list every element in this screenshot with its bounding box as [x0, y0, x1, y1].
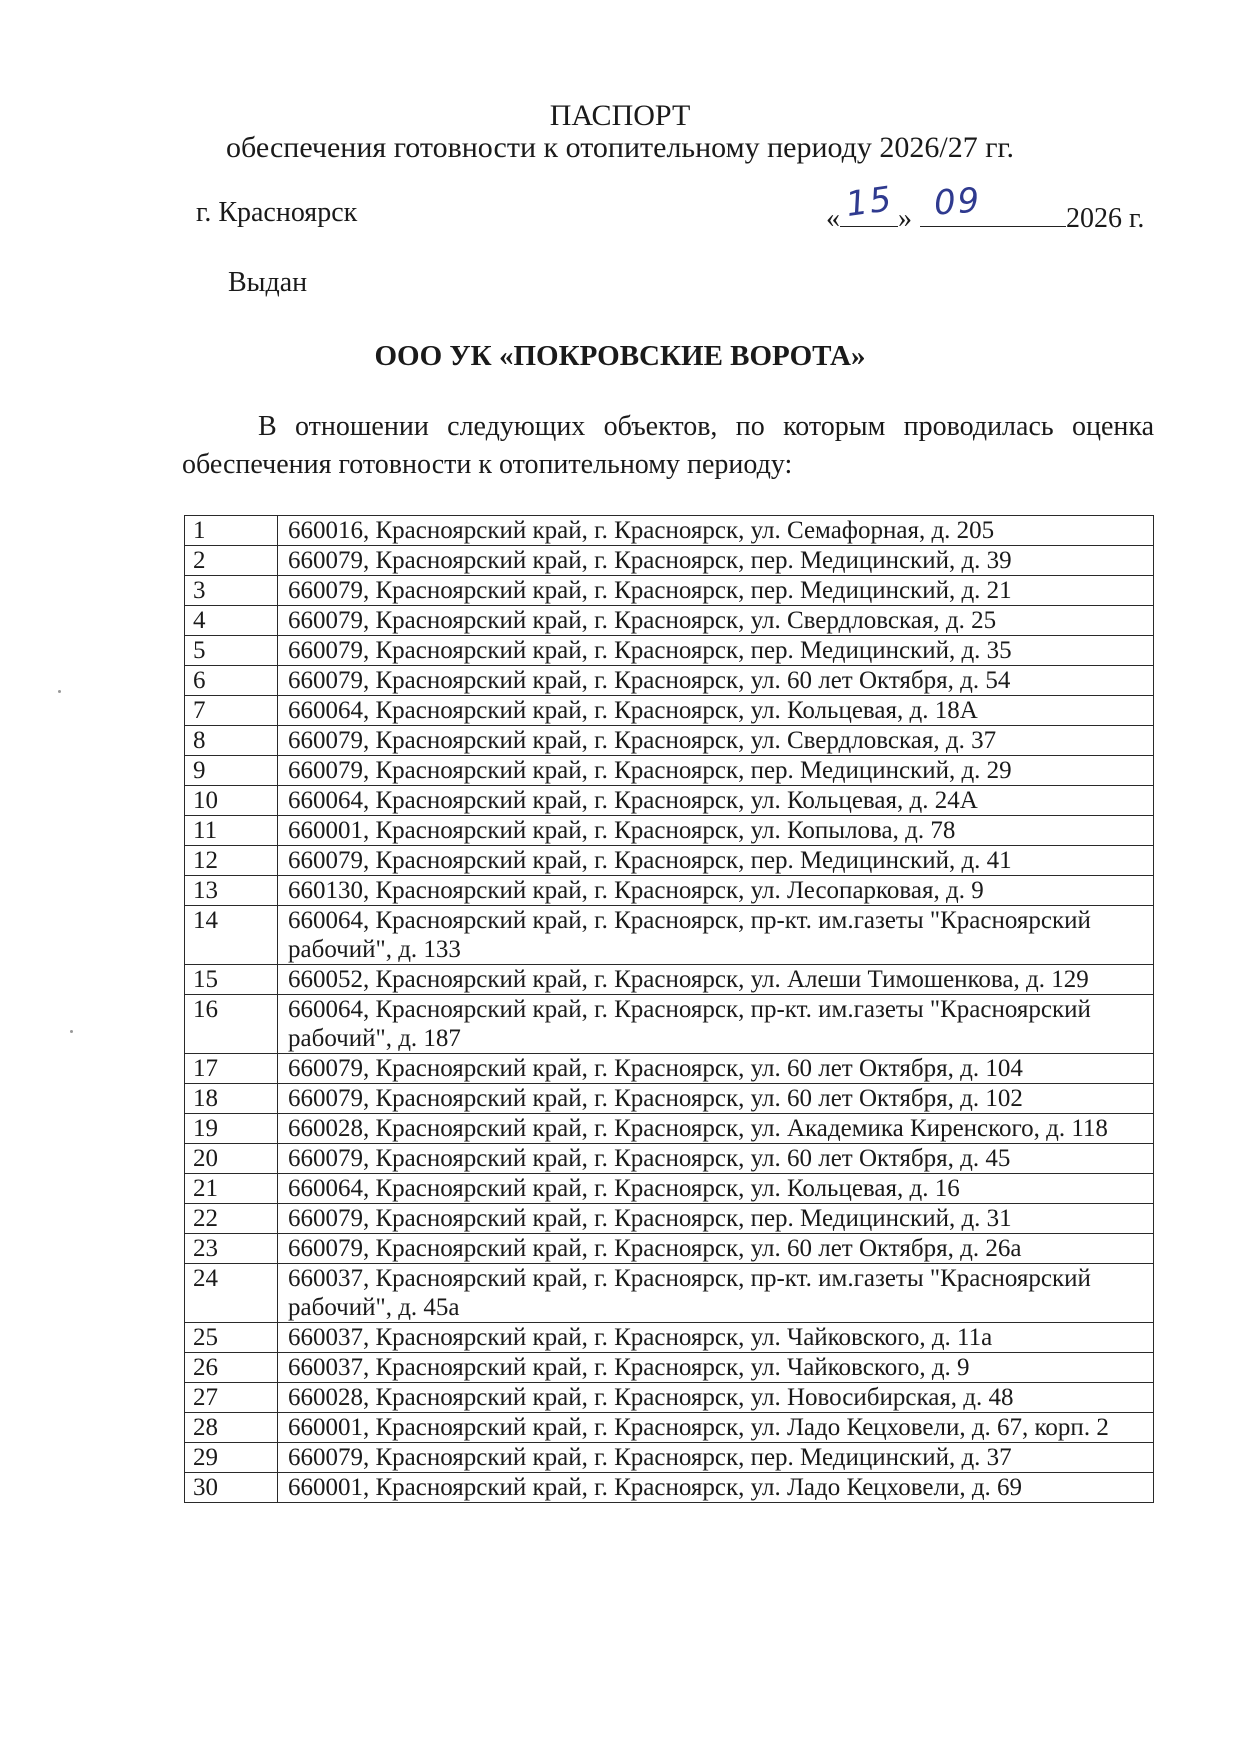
row-address: 660079, Красноярский край, г. Красноярск, ул. 60 лет Октября, д. 102: [278, 1084, 1154, 1114]
row-address: 660064, Красноярский край, г. Красноярск, пр-кт. им.газеты "Красноярский рабочий", д. 187: [278, 995, 1154, 1054]
row-number: 3: [185, 576, 278, 606]
row-address: 660079, Красноярский край, г. Красноярск, ул. 60 лет Октября, д. 45: [278, 1144, 1154, 1174]
row-address: 660064, Красноярский край, г. Красноярск, ул. Кольцевая, д. 24А: [278, 786, 1154, 816]
table-row: [185, 1234, 1154, 1264]
row-number: 25: [185, 1323, 278, 1353]
row-address: 660016, Красноярский край, г. Красноярск, ул. Семафорная, д. 205: [278, 516, 1154, 546]
table-row: [185, 786, 1154, 816]
row-address: 660052, Красноярский край, г. Красноярск, ул. Алеши Тимошенкова, д. 129: [278, 965, 1154, 995]
day-blank: [840, 178, 898, 227]
row-number: 4: [185, 606, 278, 636]
table-row: [185, 1084, 1154, 1114]
row-address: 660037, Красноярский край, г. Красноярск, ул. Чайковского, д. 11а: [278, 1323, 1154, 1353]
row-number: 21: [185, 1174, 278, 1204]
table-row: [185, 576, 1154, 606]
table-row: [185, 546, 1154, 576]
row-address: 660079, Красноярский край, г. Красноярск, ул. Свердловская, д. 25: [278, 606, 1154, 636]
table-row: [185, 636, 1154, 666]
row-number: 1: [185, 516, 278, 546]
table-row: [185, 666, 1154, 696]
row-number: 12: [185, 846, 278, 876]
table-row: [185, 1114, 1154, 1144]
row-number: 13: [185, 876, 278, 906]
row-number: 15: [185, 965, 278, 995]
row-number: 28: [185, 1413, 278, 1443]
row-address: 660079, Красноярский край, г. Красноярск, пер. Медицинский, д. 39: [278, 546, 1154, 576]
handwritten-month: 09: [932, 180, 983, 224]
date-year: 2026 г.: [1066, 203, 1145, 234]
row-address: 660064, Красноярский край, г. Красноярск, ул. Кольцевая, д. 18А: [278, 696, 1154, 726]
table-row: [185, 1054, 1154, 1084]
row-number: 5: [185, 636, 278, 666]
row-number: 27: [185, 1383, 278, 1413]
row-address: 660028, Красноярский край, г. Красноярск, ул. Новосибирская, д. 48: [278, 1383, 1154, 1413]
row-number: 16: [185, 995, 278, 1054]
objects-table-body: [185, 516, 1154, 1503]
row-number: 7: [185, 696, 278, 726]
table-row: [185, 696, 1154, 726]
table-row: [185, 756, 1154, 786]
organization-name: ООО УК «ПОКРОВСКИЕ ВОРОТА»: [374, 340, 866, 372]
row-number: 6: [185, 666, 278, 696]
scan-speck: [70, 1030, 73, 1033]
intro-paragraph: В отношении следующих объектов, по которым проводилась оценка обеспечения готовности к отопительному периоду:: [182, 411, 1154, 480]
issued-label: Выдан: [228, 267, 308, 298]
month-blank: [920, 180, 1066, 227]
handwritten-day: 15: [843, 178, 896, 226]
row-number: 26: [185, 1353, 278, 1383]
table-row: [185, 1204, 1154, 1234]
row-address: 660037, Красноярский край, г. Красноярск, пр-кт. им.газеты "Красноярский рабочий", д. 45а: [278, 1264, 1154, 1323]
table-row: [185, 516, 1154, 546]
date-close-quote: »: [898, 203, 912, 234]
row-address: 660064, Красноярский край, г. Красноярск, ул. Кольцевая, д. 16: [278, 1174, 1154, 1204]
table-row: [185, 1383, 1154, 1413]
table-row: [185, 1323, 1154, 1353]
row-number: 11: [185, 816, 278, 846]
table-row: [185, 606, 1154, 636]
document-subtitle: обеспечения готовности к отопительному периоду 2026/27 гг.: [226, 131, 1014, 164]
issue-date: [826, 178, 1145, 239]
row-number: 10: [185, 786, 278, 816]
row-number: 20: [185, 1144, 278, 1174]
scan-speck: [58, 690, 61, 693]
objects-table: [184, 515, 1154, 1503]
date-open-quote: «: [826, 203, 840, 234]
row-address: 660001, Красноярский край, г. Красноярск, ул. Ладо Кецховели, д. 69: [278, 1473, 1154, 1503]
row-address: 660079, Красноярский край, г. Красноярск, ул. 60 лет Октября, д. 54: [278, 666, 1154, 696]
table-row: [185, 876, 1154, 906]
row-address: 660037, Красноярский край, г. Красноярск, ул. Чайковского, д. 9: [278, 1353, 1154, 1383]
row-number: 2: [185, 546, 278, 576]
row-address: 660079, Красноярский край, г. Красноярск, пер. Медицинский, д. 31: [278, 1204, 1154, 1234]
row-number: 22: [185, 1204, 278, 1234]
table-row: [185, 1174, 1154, 1204]
table-row: [185, 726, 1154, 756]
row-number: 8: [185, 726, 278, 756]
row-address: 660079, Красноярский край, г. Красноярск, пер. Медицинский, д. 41: [278, 846, 1154, 876]
table-row: [185, 965, 1154, 995]
row-address: 660064, Красноярский край, г. Красноярск, пр-кт. им.газеты "Красноярский рабочий", д. 133: [278, 906, 1154, 965]
row-number: 30: [185, 1473, 278, 1503]
table-row: [185, 995, 1154, 1054]
row-number: 19: [185, 1114, 278, 1144]
row-number: 14: [185, 906, 278, 965]
row-address: 660079, Красноярский край, г. Красноярск, ул. Свердловская, д. 37: [278, 726, 1154, 756]
row-number: 9: [185, 756, 278, 786]
row-address: 660001, Красноярский край, г. Красноярск, ул. Ладо Кецховели, д. 67, корп. 2: [278, 1413, 1154, 1443]
row-address: 660028, Красноярский край, г. Красноярск, ул. Академика Киренского, д. 118: [278, 1114, 1154, 1144]
table-row: [185, 846, 1154, 876]
table-row: [185, 1264, 1154, 1323]
table-row: [185, 1443, 1154, 1473]
row-number: 24: [185, 1264, 278, 1323]
row-address: 660079, Красноярский край, г. Красноярск, пер. Медицинский, д. 21: [278, 576, 1154, 606]
table-row: [185, 1353, 1154, 1383]
city-label: г. Красноярск: [196, 197, 358, 228]
row-address: 660079, Красноярский край, г. Красноярск, пер. Медицинский, д. 35: [278, 636, 1154, 666]
row-number: 17: [185, 1054, 278, 1084]
table-row: [185, 1144, 1154, 1174]
row-address: 660079, Красноярский край, г. Красноярск, ул. 60 лет Октября, д. 26а: [278, 1234, 1154, 1264]
row-address: 660079, Красноярский край, г. Красноярск, пер. Медицинский, д. 37: [278, 1443, 1154, 1473]
row-address: 660079, Красноярский край, г. Красноярск, ул. 60 лет Октября, д. 104: [278, 1054, 1154, 1084]
row-address: 660130, Красноярский край, г. Красноярск, ул. Лесопарковая, д. 9: [278, 876, 1154, 906]
table-row: [185, 816, 1154, 846]
row-address: 660001, Красноярский край, г. Красноярск, ул. Копылова, д. 78: [278, 816, 1154, 846]
document-title: ПАСПОРТ: [549, 99, 691, 132]
table-row: [185, 906, 1154, 965]
row-number: 18: [185, 1084, 278, 1114]
table-row: [185, 1413, 1154, 1443]
row-number: 29: [185, 1443, 278, 1473]
row-number: 23: [185, 1234, 278, 1264]
row-address: 660079, Красноярский край, г. Красноярск, пер. Медицинский, д. 29: [278, 756, 1154, 786]
table-row: [185, 1473, 1154, 1503]
